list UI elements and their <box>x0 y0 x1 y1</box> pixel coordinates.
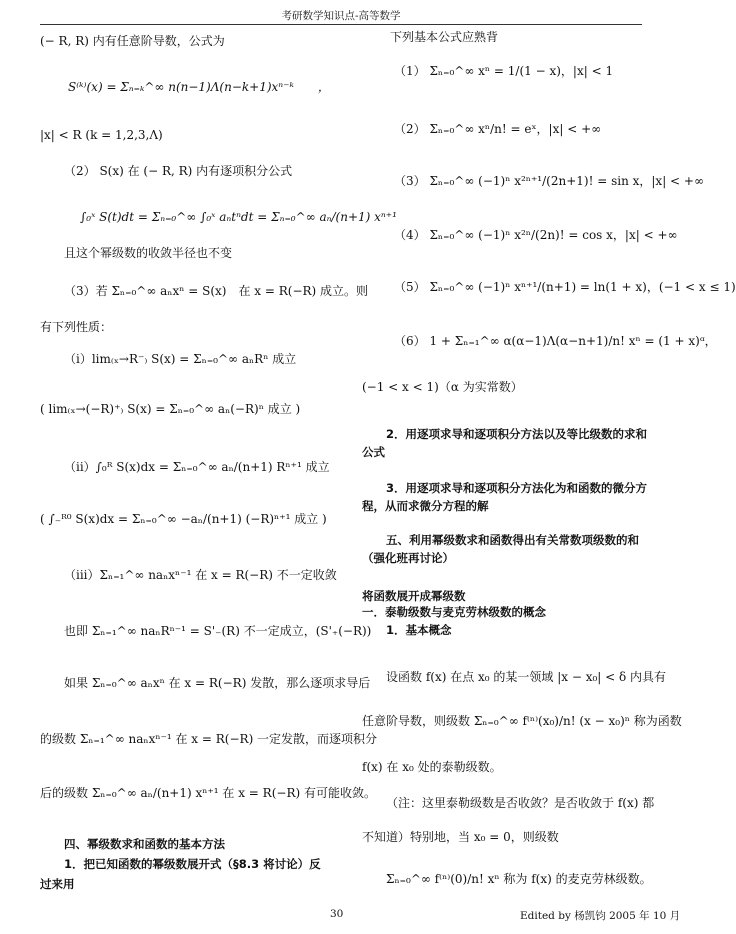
header-rule <box>40 24 642 25</box>
text-line: 公式 <box>362 445 385 459</box>
text-line: 下列基本公式应熟背 <box>390 30 499 44</box>
formula-line: （ii）∫₀ᴿ S(x)dx = Σₙ₌₀^∞ aₙ/(n+1) Rⁿ⁺¹ 成立 <box>64 460 330 474</box>
formula-line: ( ∫₋ᴿ⁰ S(x)dx = Σₙ₌₀^∞ −aₙ/(n+1) (−R)ⁿ⁺¹ 成立 ) <box>40 512 327 526</box>
formula-line: ∫₀ˣ S(t)dt = Σₙ₌₀^∞ ∫₀ˣ aₙtⁿdt = Σₙ₌₀^∞ aₙ/(n+1) xⁿ⁺¹ <box>80 210 397 224</box>
section-heading: 一．泰勒级数与麦克劳林级数的概念 <box>362 605 546 619</box>
formula-line: （iii）Σₙ₌₁^∞ naₙxⁿ⁻¹ 在 x = R(−R) 不一定收敛 <box>64 568 337 582</box>
section-heading: 五、利用幂级数求和函数得出有关常数项级数的和 <box>386 533 639 547</box>
left-column <box>40 30 397 891</box>
formula-line: （2） Σₙ₌₀^∞ xⁿ/n! = eˣ，|x| < +∞ <box>394 122 602 136</box>
formula-line: 如果 Σₙ₌₀^∞ aₙxⁿ 在 x = R(−R) 发散，那么逐项求导后 <box>64 676 371 690</box>
text-line: 不知道）特别地，当 x₀ = 0，则级数 <box>362 830 559 844</box>
formula-line: S⁽ᵏ⁾(x) = Σₙ₌ₖ^∞ n(n−1)Λ(n−k+1)xⁿ⁻ᵏ ， <box>68 80 330 94</box>
text-line: （2） S(x) 在 (− R, R) 内有逐项积分公式 <box>64 164 293 178</box>
formula-line: 的级数 Σₙ₌₁^∞ naₙxⁿ⁻¹ 在 x = R(−R) 一定发散，而逐项积分 <box>40 732 378 746</box>
page-number: 30 <box>330 908 344 920</box>
text-line: 过来用 <box>40 877 75 891</box>
formula-line: Σₙ₌₀^∞ f⁽ⁿ⁾(0)/n! xⁿ 称为 f(x) 的麦克劳林级数。 <box>386 872 652 886</box>
text-line: 设函数 f(x) 在点 x₀ 的某一领域 |x − x₀| < δ 内具有 <box>386 670 667 684</box>
formula-line: （3） Σₙ₌₀^∞ (−1)ⁿ x²ⁿ⁺¹/(2n+1)! = sin x，|x| < +∞ <box>394 174 704 188</box>
formula-line: 任意阶导数，则级数 Σₙ₌₀^∞ f⁽ⁿ⁾(x₀)/n! (x − x₀)ⁿ 称为函数 <box>362 714 682 728</box>
formula-line: （4） Σₙ₌₀^∞ (−1)ⁿ x²ⁿ/(2n)! = cos x，|x| < +∞ <box>394 228 678 242</box>
text-line: 有下列性质： <box>40 320 113 334</box>
formula-line: （1） Σₙ₌₀^∞ xⁿ = 1/(1 − x)，|x| < 1 <box>394 64 614 78</box>
formula-line: （i）lim₍ₓ→R⁻₎ S(x) = Σₙ₌₀^∞ aₙRⁿ 成立 <box>64 352 297 366</box>
page-header: 考研数学知识点-高等数学 <box>281 10 401 22</box>
text-line: |x| < R (k = 1,2,3,Λ) <box>40 128 163 142</box>
text-line: f(x) 在 x₀ 处的泰勒级数。 <box>362 760 502 774</box>
section-heading: 将函数展开成幂级数 <box>362 589 466 603</box>
formula-line: 也即 Σₙ₌₁^∞ naₙRⁿ⁻¹ = S'₋(R) 不一定成立，(S'₊(−R)) <box>64 624 372 638</box>
section-heading: 四、幂级数求和函数的基本方法 <box>64 837 225 851</box>
right-column <box>362 30 736 886</box>
text-line: 2．用逐项求导和逐项积分方法以及等比级数的求和 <box>386 427 647 441</box>
text-line: 且这个幂级数的收敛半径也不变 <box>64 246 233 260</box>
text-line: 3．用逐项求导和逐项积分方法化为和函数的微分方 <box>386 481 647 495</box>
text-line: （3）若 Σₙ₌₀^∞ aₙxⁿ = S(x) 在 x = R(−R) 成立。则 <box>64 284 369 298</box>
formula-line: （6） 1 + Σₙ₌₁^∞ α(α−1)Λ(α−n+1)/n! xⁿ = (1 + x)ᵅ， <box>394 334 717 348</box>
text-line: 1．把已知函数的幂级数展开式（§8.3 将讨论）反 <box>64 857 321 871</box>
section-heading: 1．基本概念 <box>386 623 452 637</box>
formula-line: 后的级数 Σₙ₌₀^∞ aₙ/(n+1) xⁿ⁺¹ 在 x = R(−R) 有可能收敛。 <box>40 786 376 800</box>
editor-credit: Edited by 杨凯钧 2005 年 10 月 <box>520 910 681 922</box>
formula-line: （5） Σₙ₌₀^∞ (−1)ⁿ xⁿ⁺¹/(n+1) = ln(1 + x)，(−1 < x ≤ 1) <box>394 280 736 294</box>
text-line: (− R, R) 内有任意阶导数，公式为 <box>40 34 225 48</box>
text-line: （注：这里泰勒级数是否收敛？是否收敛于 f(x) 都 <box>386 796 655 810</box>
text-line: (−1 < x < 1)（α 为实常数） <box>362 380 523 394</box>
text-line: （强化班再讨论） <box>362 551 454 565</box>
formula-line: ( lim₍ₓ→(−R)⁺₎ S(x) = Σₙ₌₀^∞ aₙ(−R)ⁿ 成立 ) <box>40 402 301 416</box>
text-line: 程，从而求微分方程的解 <box>362 499 489 513</box>
